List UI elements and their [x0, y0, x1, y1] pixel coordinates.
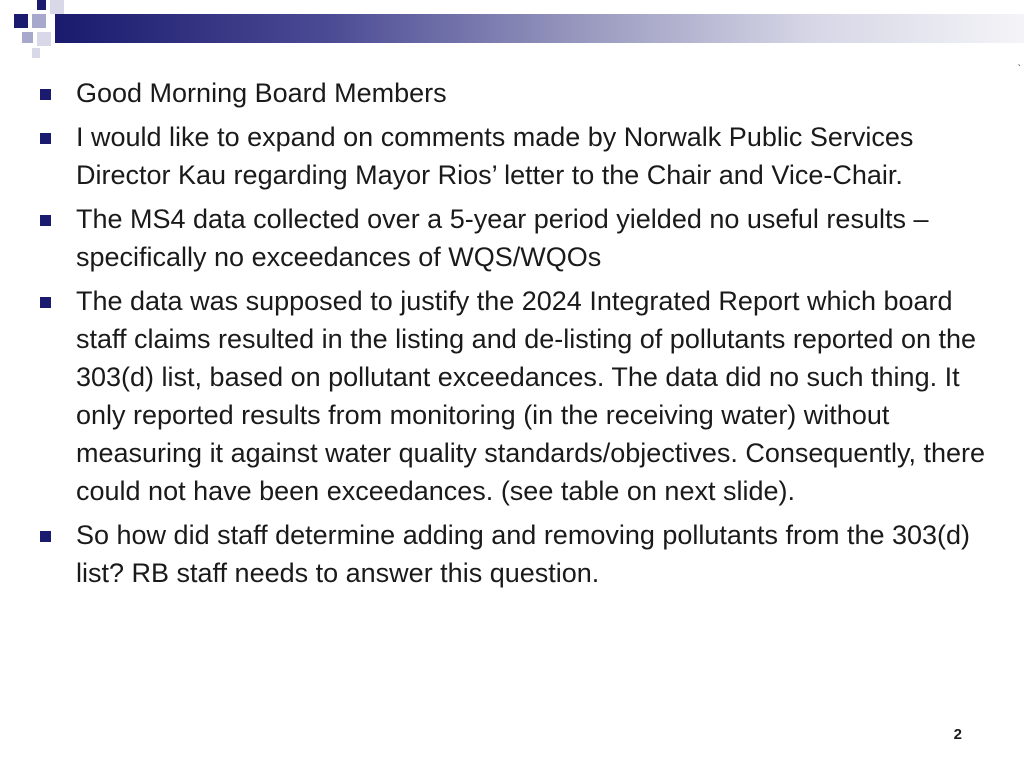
- square-bullet-icon: [40, 215, 51, 226]
- square-bullet-icon: [40, 297, 51, 308]
- square-bullet-icon: [40, 89, 51, 100]
- decor-square: [37, 0, 46, 10]
- square-bullet-icon: [40, 133, 51, 144]
- header-gradient-bar: [55, 14, 1024, 43]
- square-bullet-icon: [40, 531, 51, 542]
- bullet-text: I would like to expand on comments made by Norwalk Public Services Director Kau regarding Mayor Rios’ letter to the Chair and Vice-Chair.: [76, 122, 914, 190]
- bullet-item: [38, 282, 988, 510]
- decor-square: [22, 32, 33, 43]
- bullet-text: Good Morning Board Members: [76, 78, 447, 108]
- corner-mark: `: [1017, 64, 1021, 75]
- slide-number: 2: [953, 726, 962, 743]
- bullet-item: [38, 118, 988, 194]
- bullet-text: The data was supposed to justify the 2024 Integrated Report which board staff claims resulted in the listing and de-listing of pollutants reported on the 303(d) list, based on pollutant exceedances. The data did no such thing. It only reported results from monitoring (in the receiving water) without measuring it against water quality standards/objectives. Consequently, there could not have been exceedances. (see table on next slide).: [76, 286, 985, 506]
- bullet-list: [38, 74, 988, 598]
- bullet-item: [38, 200, 988, 276]
- bullet-item: [38, 74, 988, 112]
- decor-square: [50, 0, 64, 14]
- decor-square: [14, 14, 28, 28]
- bullet-item: [38, 516, 988, 592]
- decor-square: [32, 48, 40, 58]
- bullet-text: So how did staff determine adding and removing pollutants from the 303(d) list? RB staff needs to answer this question.: [76, 520, 971, 588]
- decor-square: [32, 14, 46, 28]
- decor-square: [37, 32, 51, 46]
- bullet-text: The MS4 data collected over a 5-year period yielded no useful results – specifically no exceedances of WQS/WQOs: [76, 204, 929, 272]
